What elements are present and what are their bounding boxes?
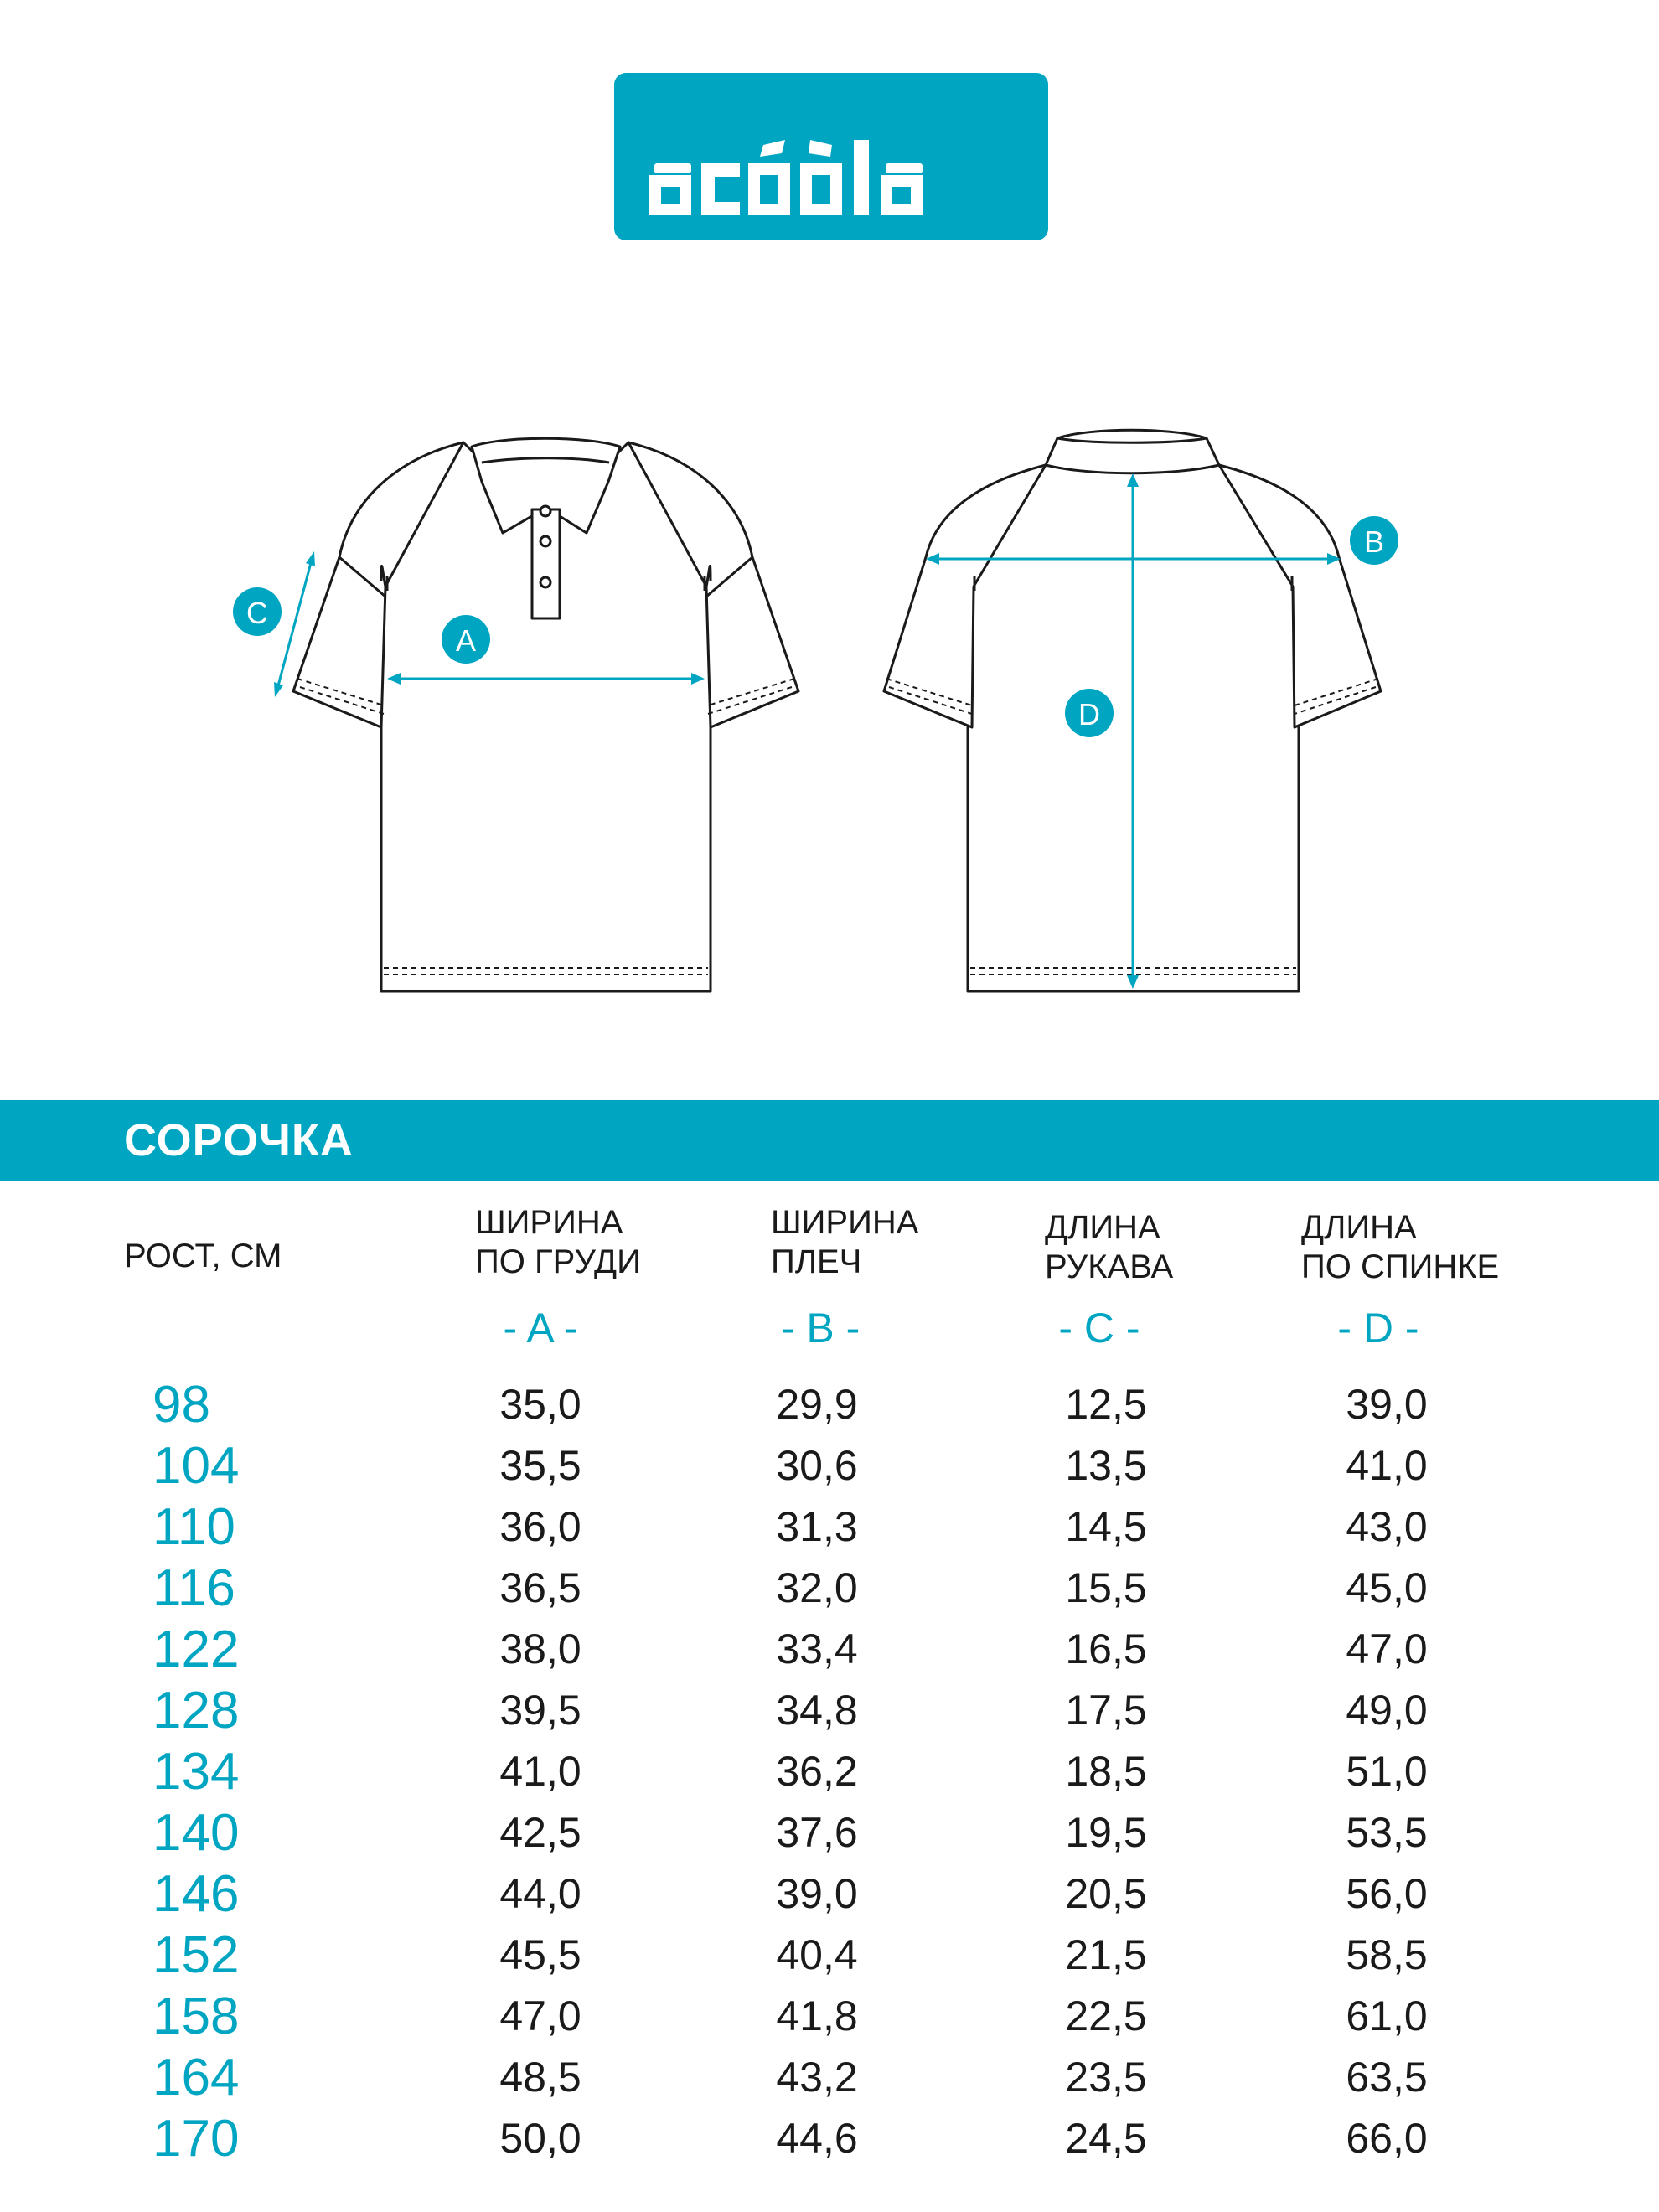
height-value: 116 <box>152 1559 235 1617</box>
back-length-value: 51,0 <box>1346 1748 1428 1795</box>
shoulder-width-value: 39,0 <box>776 1870 858 1917</box>
chest-width-value: 41,0 <box>499 1748 581 1795</box>
chest-width-value: 50,0 <box>499 2115 581 2162</box>
column-header-line1: ШИРИНА <box>475 1204 623 1241</box>
sleeve-length-value: 14,5 <box>1065 1503 1147 1550</box>
shoulder-width-value: 34,8 <box>776 1687 858 1734</box>
height-header-label: РОСТ, СМ <box>124 1238 282 1274</box>
table-row <box>0 1496 1659 1558</box>
chest-width-value: 35,0 <box>499 1381 581 1428</box>
svg-text:D: D <box>1078 697 1100 731</box>
back-length-value: 56,0 <box>1346 1870 1428 1917</box>
back-length-value: 49,0 <box>1346 1687 1428 1734</box>
table-row <box>0 2047 1659 2108</box>
back-length-value: 47,0 <box>1346 1625 1428 1672</box>
sleeve-length-value: 13,5 <box>1065 1442 1147 1489</box>
column-code-a: - A - <box>503 1305 578 1351</box>
height-value: 128 <box>152 1682 240 1739</box>
height-value: 170 <box>152 2110 240 2168</box>
marker-d <box>1065 689 1114 737</box>
height-value: 152 <box>152 1926 240 1984</box>
shoulder-width-value: 32,0 <box>776 1564 858 1611</box>
shoulder-width-value: 29,9 <box>776 1381 858 1428</box>
shoulder-width-value: 30,6 <box>776 1442 858 1489</box>
table-row <box>0 1802 1659 1863</box>
table-row <box>0 1986 1659 2047</box>
shoulder-width-value: 33,4 <box>776 1625 858 1672</box>
column-header-d <box>1301 1208 1499 1287</box>
column-header-a <box>475 1203 641 1282</box>
column-header-b <box>771 1203 918 1282</box>
shoulder-width-value: 44,6 <box>776 2115 858 2162</box>
height-value: 164 <box>152 2049 240 2106</box>
height-value: 158 <box>152 1987 240 2045</box>
sleeve-length-value: 20,5 <box>1065 1870 1147 1917</box>
column-header-line2: ПО ГРУДИ <box>475 1243 641 1280</box>
table-row <box>0 1863 1659 1925</box>
chest-width-value: 47,0 <box>499 1992 581 2039</box>
column-header-line1: ДЛИНА <box>1301 1209 1417 1246</box>
chest-width-value: 48,5 <box>499 2054 581 2101</box>
shoulder-width-value: 36,2 <box>776 1748 858 1795</box>
height-value: 134 <box>152 1743 240 1801</box>
marker-b <box>1350 516 1398 565</box>
height-value: 146 <box>152 1865 240 1923</box>
svg-text:B: B <box>1363 525 1385 559</box>
table-row <box>0 1619 1659 1680</box>
marker-a <box>442 615 490 664</box>
back-length-value: 41,0 <box>1346 1442 1428 1489</box>
table-row <box>0 1374 1659 1435</box>
back-length-value: 53,5 <box>1346 1809 1428 1856</box>
back-length-value: 39,0 <box>1346 1381 1428 1428</box>
svg-text:C: C <box>246 596 268 630</box>
shoulder-width-value: 43,2 <box>776 2054 858 2101</box>
chest-width-value: 42,5 <box>499 1809 581 1856</box>
table-row <box>0 2108 1659 2169</box>
chest-width-value: 36,0 <box>499 1503 581 1550</box>
page-title: СОРОЧКА <box>124 1115 354 1165</box>
chest-width-value: 36,5 <box>499 1564 581 1611</box>
column-code-d: - D - <box>1337 1305 1419 1351</box>
shoulder-width-value: 31,3 <box>776 1503 858 1550</box>
column-header-line1: ДЛИНА <box>1045 1209 1160 1246</box>
sleeve-length-value: 17,5 <box>1065 1687 1147 1734</box>
height-value: 122 <box>152 1620 240 1678</box>
height-value: 140 <box>152 1804 240 1862</box>
shoulder-width-value: 41,8 <box>776 1992 858 2039</box>
back-length-value: 43,0 <box>1346 1503 1428 1550</box>
sleeve-length-value: 22,5 <box>1065 1992 1147 2039</box>
shoulder-width-value: 37,6 <box>776 1809 858 1856</box>
sleeve-length-value: 16,5 <box>1065 1625 1147 1672</box>
table-row <box>0 1741 1659 1802</box>
marker-c <box>233 587 282 636</box>
back-length-value: 66,0 <box>1346 2115 1428 2162</box>
height-value: 104 <box>152 1437 240 1495</box>
height-value: 110 <box>152 1498 235 1556</box>
column-header-line1: ШИРИНА <box>771 1204 919 1241</box>
sleeve-length-value: 19,5 <box>1065 1809 1147 1856</box>
sleeve-length-value: 21,5 <box>1065 1931 1147 1978</box>
chest-width-value: 35,5 <box>499 1442 581 1489</box>
back-length-value: 45,0 <box>1346 1564 1428 1611</box>
column-code-c: - C - <box>1058 1305 1140 1351</box>
column-header-c <box>1045 1208 1173 1287</box>
sleeve-length-value: 12,5 <box>1065 1381 1147 1428</box>
polo-front-sketch <box>293 438 798 991</box>
column-code-b: - B - <box>780 1305 861 1351</box>
height-value: 98 <box>152 1376 210 1434</box>
title-band <box>0 1100 1659 1181</box>
svg-text:A: A <box>455 623 477 658</box>
back-length-value: 63,5 <box>1346 2054 1428 2101</box>
sleeve-length-value: 23,5 <box>1065 2054 1147 2101</box>
back-length-value: 58,5 <box>1346 1931 1428 1978</box>
table-row <box>0 1680 1659 1741</box>
chest-width-value: 45,5 <box>499 1931 581 1978</box>
sleeve-length-value: 18,5 <box>1065 1748 1147 1795</box>
column-header-line2: РУКАВА <box>1045 1248 1174 1285</box>
table-row <box>0 1558 1659 1619</box>
sleeve-length-value: 24,5 <box>1065 2115 1147 2162</box>
table-row <box>0 1435 1659 1496</box>
sleeve-length-value: 15,5 <box>1065 1564 1147 1611</box>
shoulder-width-value: 40,4 <box>776 1931 858 1978</box>
height-header <box>124 1237 282 1276</box>
back-length-value: 61,0 <box>1346 1992 1428 2039</box>
column-header-line2: ПО СПИНКЕ <box>1301 1248 1500 1285</box>
chest-width-value: 38,0 <box>499 1625 581 1672</box>
chest-width-value: 44,0 <box>499 1870 581 1917</box>
garment-sketches <box>0 0 1659 1039</box>
table-row <box>0 1925 1659 1986</box>
column-header-line2: ПЛЕЧ <box>771 1243 862 1280</box>
chest-width-value: 39,5 <box>499 1687 581 1734</box>
